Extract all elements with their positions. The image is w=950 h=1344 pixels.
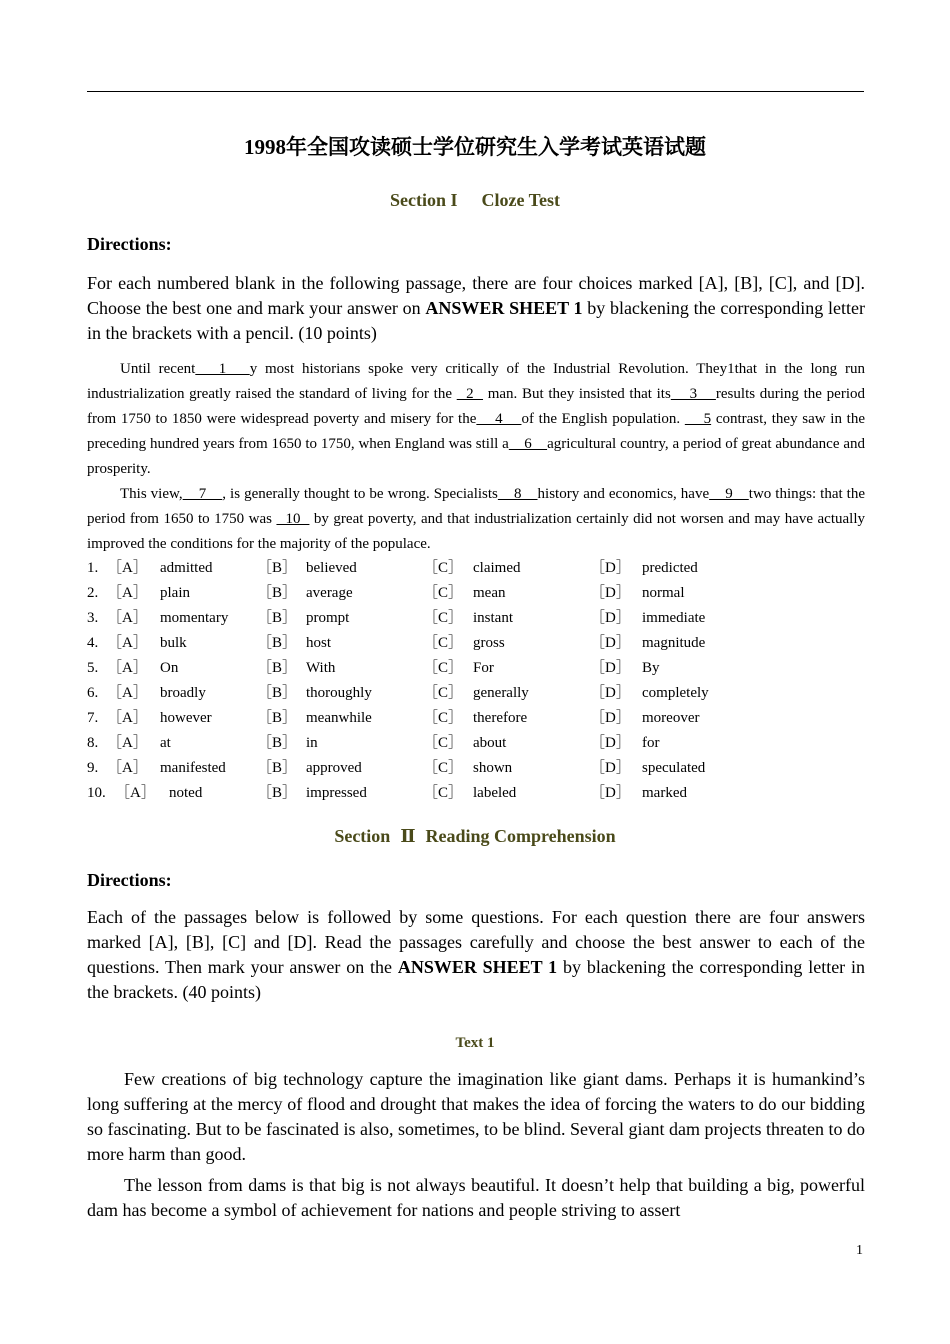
section-1-name: Cloze Test <box>481 190 560 210</box>
option-d-text: immediate <box>642 610 706 626</box>
option-c: ［C］ <box>423 685 464 701</box>
option-c-text: shown <box>473 760 513 776</box>
option-c-text: For <box>473 660 494 676</box>
option-d-text: normal <box>642 585 685 601</box>
option-a: ［A］ <box>107 660 148 676</box>
directions-2-text: Each of the passages below is followed by some questions. For each question there are four answers marked [A], [B], [C] and [D]. Read the passages carefully and choose the best answer to each of the questions. Then mark your answer on the ANSWER SHEET 1 by blackening the corresponding letter in the brackets. (40 points) <box>87 907 865 1002</box>
option-row <box>87 731 787 756</box>
section-2-name: Reading Comprehension <box>425 826 616 846</box>
option-d: ［D］ <box>590 760 631 776</box>
text-1-paragraph-1: Few creations of big technology capture the imagination like giant dams. Perhaps it is humankind’s long suffering at the mercy of flood and drought that makes the idea of forcing the waters to do our bidding so fascinating. But to be fascinated is also, sometimes, to be blind. Several giant dam projects threaten to do more harm than good. <box>87 1069 865 1164</box>
option-num: 4. <box>87 635 99 651</box>
option-a: ［A］ <box>107 585 148 601</box>
text-1-paragraph-2: The lesson from dams is that big is not always beautiful. It doesn’t help that building a big, powerful dam has become a symbol of achievement for nations and people striving to assert <box>87 1175 865 1220</box>
option-c-text: gross <box>473 635 505 651</box>
option-row <box>87 631 787 656</box>
directions-label-2: Directions: <box>87 870 172 890</box>
blank-5: 5 <box>684 411 712 427</box>
blank-3: 3 <box>670 386 716 402</box>
option-d: ［D］ <box>590 710 631 726</box>
option-a: ［A］ <box>107 610 148 626</box>
option-b: ［B］ <box>257 635 298 651</box>
option-c: ［C］ <box>423 760 464 776</box>
section-2-heading <box>0 826 950 847</box>
blank-9: 9 <box>709 486 749 502</box>
option-row <box>87 656 787 681</box>
option-b-text: approved <box>306 760 362 776</box>
option-d: ［D］ <box>590 610 631 626</box>
blank-7: 7 <box>182 486 223 502</box>
text-1-body <box>87 1067 865 1229</box>
option-row <box>87 706 787 731</box>
section-2-label: Section <box>334 826 391 846</box>
option-d-text: By <box>642 660 660 676</box>
option-c: ［C］ <box>423 735 464 751</box>
option-a: ［A］ <box>107 710 148 726</box>
option-a: ［A］ <box>107 560 148 576</box>
option-row <box>87 556 787 581</box>
option-b-text: With <box>306 660 336 676</box>
option-d-text: moreover <box>642 710 700 726</box>
option-d: ［D］ <box>590 685 631 701</box>
option-num: 1. <box>87 560 99 576</box>
option-num: 6. <box>87 685 99 701</box>
option-b-text: believed <box>306 560 357 576</box>
section-1-heading <box>0 190 950 211</box>
option-b-text: in <box>306 735 318 751</box>
option-c-text: generally <box>473 685 529 701</box>
option-d: ［D］ <box>590 735 631 751</box>
header-rule <box>87 91 864 92</box>
option-d-text: predicted <box>642 560 698 576</box>
option-b: ［B］ <box>257 585 298 601</box>
option-row <box>87 681 787 706</box>
option-a-text: bulk <box>160 635 187 651</box>
option-b-text: meanwhile <box>306 710 372 726</box>
option-c-text: about <box>473 735 507 751</box>
option-c: ［C］ <box>423 585 464 601</box>
text-1-label: Text 1 <box>455 1035 495 1051</box>
option-d-text: completely <box>642 685 709 701</box>
option-num: 2. <box>87 585 99 601</box>
option-d-text: speculated <box>642 760 706 776</box>
section-2-numeral: Ⅱ <box>400 826 416 846</box>
cloze-passage <box>87 357 865 557</box>
option-d-text: magnitude <box>642 635 706 651</box>
option-num: 5. <box>87 660 99 676</box>
option-c: ［C］ <box>423 610 464 626</box>
blank-4: 4 <box>476 411 522 427</box>
option-c-text: instant <box>473 610 513 626</box>
option-b: ［B］ <box>257 685 298 701</box>
option-b: ［B］ <box>257 560 298 576</box>
option-a-text: On <box>160 660 179 676</box>
option-a-text: at <box>160 735 171 751</box>
directions-1-text: For each numbered blank in the following passage, there are four choices marked [A], [B], [C], and [D]. Choose the best one and mark your answer on ANSWER SHEET 1 by blackening the corresponding letter in the brackets with a pencil. (10 points) <box>87 273 865 343</box>
option-c: ［C］ <box>423 660 464 676</box>
blank-8: 8 <box>497 486 538 502</box>
option-c: ［C］ <box>423 710 464 726</box>
option-a-text: noted <box>169 785 203 801</box>
option-a: ［A］ <box>107 735 148 751</box>
option-b: ［B］ <box>257 760 298 776</box>
page-number: 1 <box>856 1243 863 1258</box>
option-d-text: for <box>642 735 660 751</box>
blank-2: 2 <box>456 386 484 402</box>
option-a: ［A］ <box>115 785 156 801</box>
option-b-text: thoroughly <box>306 685 372 701</box>
option-num: 7. <box>87 710 99 726</box>
option-c: ［C］ <box>423 785 464 801</box>
option-row <box>87 756 787 781</box>
cloze-paragraph-2: This view, 7 , is generally thought to be wrong. Specialists 8 history and economics, have 9 two things: that the period from 1650 to 1750 was 10 by great poverty, and that industrialization certainly did not worsen and may have actually improved the conditions for the majority of the populace. <box>87 486 865 552</box>
option-b: ［B］ <box>257 785 298 801</box>
option-row <box>87 581 787 606</box>
option-b-text: average <box>306 585 353 601</box>
option-c-text: mean <box>473 585 506 601</box>
option-a-text: however <box>160 710 212 726</box>
option-num: 10. <box>87 785 106 801</box>
option-a-text: broadly <box>160 685 206 701</box>
option-c-text: therefore <box>473 710 528 726</box>
option-a-text: momentary <box>160 610 229 626</box>
cloze-paragraph-1: Until recent 1 y most historians spoke very critically of the Industrial Revolution. They1that in the long run industrialization greatly raised the standard of living for the 2 man. But they insisted that its 3 results during the period from 1750 to 1850 were widespread poverty and misery for the 4 of the English population. 5 contrast, they saw in the preceding hundred years from 1650 to 1750, when England was still a 6 agricultural country, a period of great abundance and prosperity. <box>87 361 865 477</box>
option-num: 9. <box>87 760 99 776</box>
option-a-text: manifested <box>160 760 226 776</box>
option-d: ［D］ <box>590 660 631 676</box>
option-d: ［D］ <box>590 585 631 601</box>
option-b: ［B］ <box>257 610 298 626</box>
option-b-text: impressed <box>306 785 367 801</box>
option-b-text: host <box>306 635 332 651</box>
blank-10: 10 <box>276 511 310 527</box>
option-d: ［D］ <box>590 560 631 576</box>
option-b: ［B］ <box>257 735 298 751</box>
option-c-text: claimed <box>473 560 521 576</box>
option-row <box>87 781 787 806</box>
section-1-label: Section I <box>390 190 458 210</box>
option-a: ［A］ <box>107 635 148 651</box>
option-d: ［D］ <box>590 635 631 651</box>
page-title: 1998年全国攻读硕士学位研究生入学考试英语试题 <box>244 135 706 159</box>
option-c: ［C］ <box>423 560 464 576</box>
option-c: ［C］ <box>423 635 464 651</box>
options-list <box>87 556 787 806</box>
option-num: 8. <box>87 735 99 751</box>
option-d-text: marked <box>642 785 687 801</box>
option-num: 3. <box>87 610 99 626</box>
option-d: ［D］ <box>590 785 631 801</box>
option-b: ［B］ <box>257 660 298 676</box>
option-row <box>87 606 787 631</box>
option-a: ［A］ <box>107 760 148 776</box>
option-a: ［A］ <box>107 685 148 701</box>
option-c-text: labeled <box>473 785 517 801</box>
blank-1: 1 <box>195 361 250 377</box>
directions-label-1: Directions: <box>87 234 172 254</box>
blank-6: 6 <box>508 436 548 452</box>
option-b: ［B］ <box>257 710 298 726</box>
option-b-text: prompt <box>306 610 350 626</box>
option-a-text: admitted <box>160 560 213 576</box>
option-a-text: plain <box>160 585 190 601</box>
